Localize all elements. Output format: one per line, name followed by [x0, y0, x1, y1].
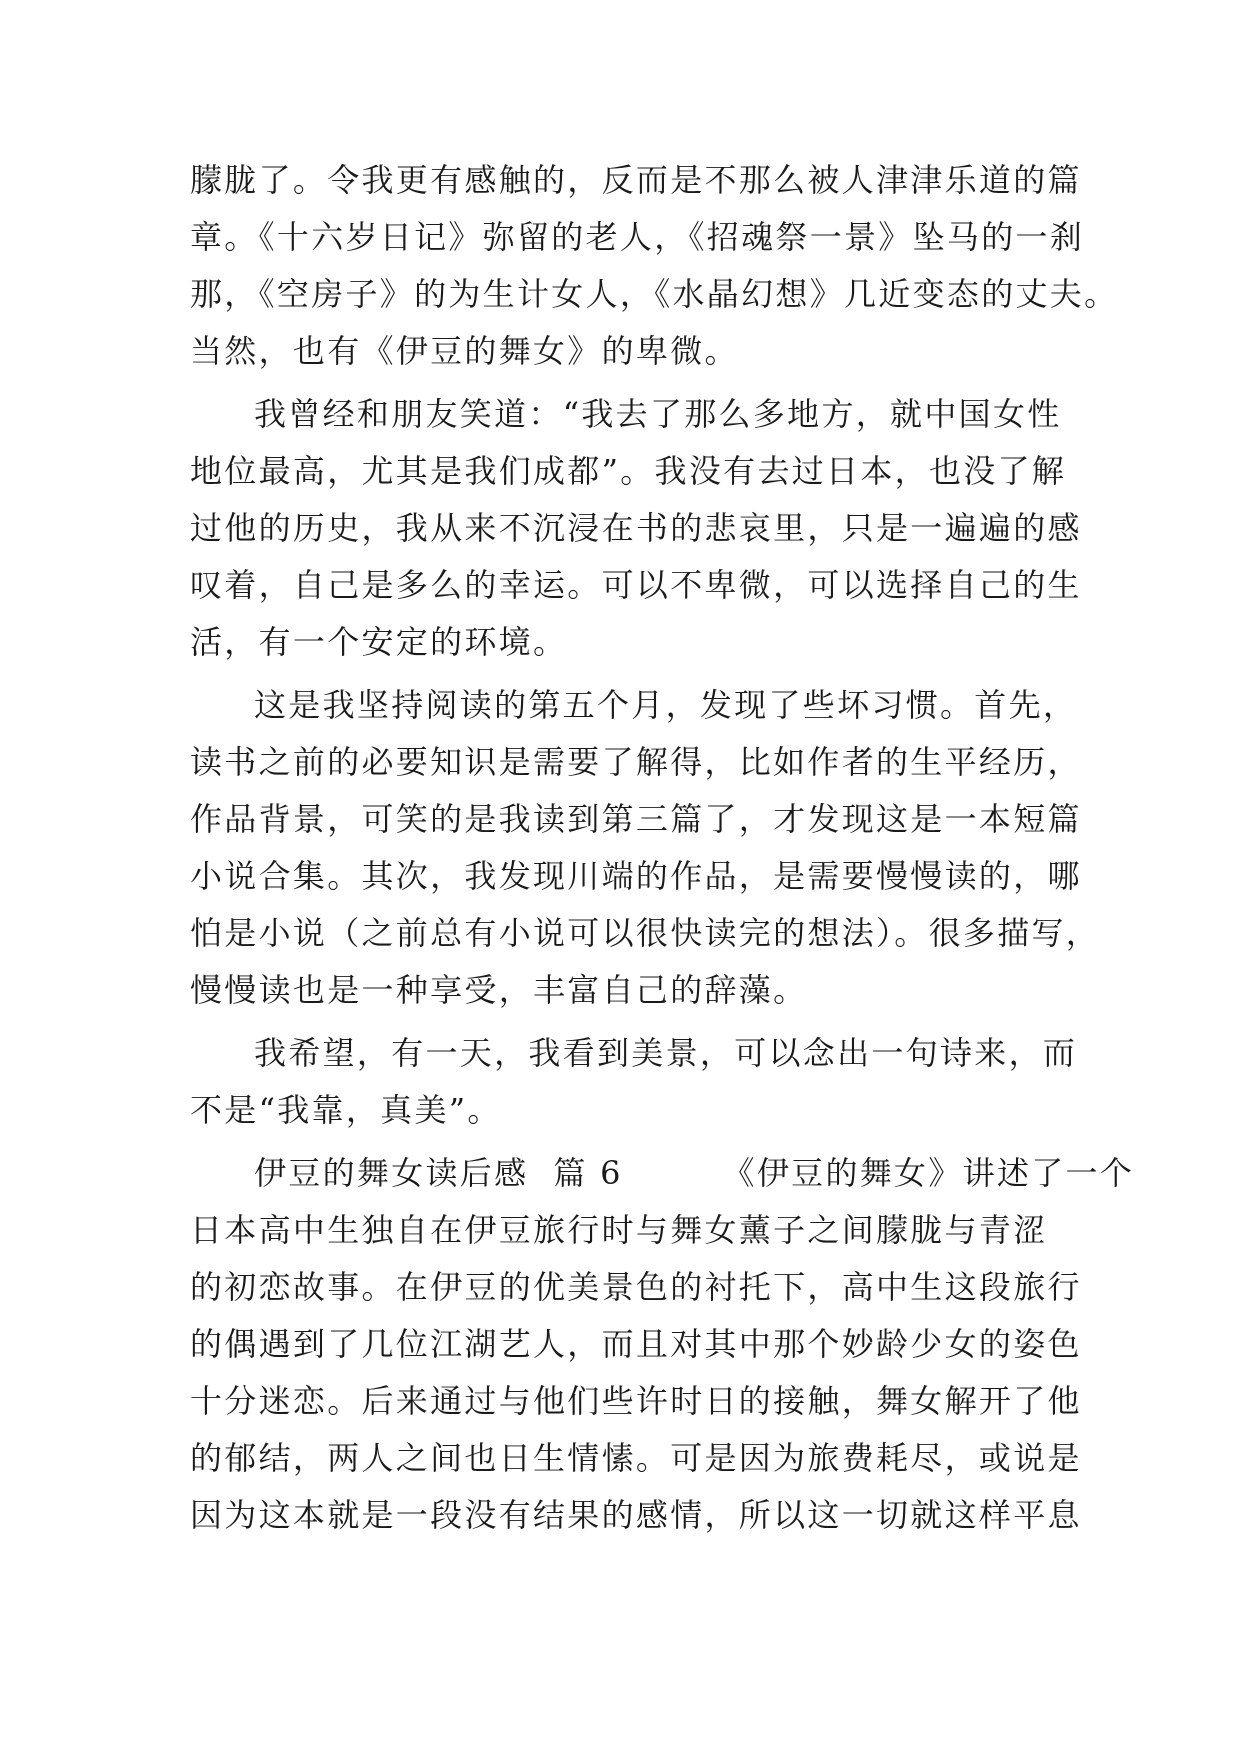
text-line: 的初恋故事。在伊豆的优美景色的衬托下，高中生这段旅行	[190, 1268, 1082, 1306]
text-line: 因为这本就是一段没有结果的感情，所以这一切就这样平息	[190, 1496, 1082, 1534]
text-line: 的偶遇到了几位江湖艺人，而且对其中那个妙龄少女的姿色	[190, 1325, 1082, 1363]
text-line: 作品背景，可笑的是我读到第三篇了，才发现这是一本短篇	[190, 800, 1082, 838]
text-line: 那，《空房子》的为生计女人，《水晶幻想》几近变态的丈夫。	[190, 275, 1119, 313]
paragraph-first-line: 我曾经和朋友笑道：“我去了那么多地方，就中国女性	[254, 395, 1062, 433]
text-line: 的郁结，两人之间也日生情愫。可是因为旅费耗尽，或说是	[190, 1439, 1082, 1477]
text-line: 十分迷恋。后来通过与他们些许时日的接触，舞女解开了他	[190, 1382, 1082, 1420]
text-line: 活，有一个安定的环境。	[190, 623, 568, 661]
text-line: 叹着，自己是多么的幸运。可以不卑微，可以选择自己的生	[190, 566, 1082, 604]
text-line: 不是“我靠，真美”。	[190, 1091, 502, 1129]
text-line: 读书之前的必要知识是需要了解得，比如作者的生平经历，	[190, 743, 1082, 781]
text-line: 地位最高，尤其是我们成都”。我没有去过日本，也没了解	[190, 452, 1067, 490]
text-line: 朦胧了。令我更有感触的，反而是不那么被人津津乐道的篇	[190, 161, 1082, 199]
text-line: 日本高中生独自在伊豆旅行时与舞女薰子之间朦胧与青涩	[190, 1211, 1048, 1249]
section-heading-line: 伊豆的舞女读后感 篇 6 《伊豆的舞女》讲述了一个	[254, 1154, 1135, 1192]
text-line: 章。《十六岁日记》弥留的老人，《招魂祭一景》坠马的一刹	[190, 218, 1085, 256]
text-line: 过他的历史，我从来不沉浸在书的悲哀里，只是一遍遍的感	[190, 509, 1082, 547]
text-line: 怕是小说（之前总有小说可以很快读完的想法）。很多描写，	[190, 914, 1101, 952]
text-line: 慢慢读也是一种享受，丰富自己的辞藻。	[190, 971, 808, 1009]
paragraph-first-line: 我希望，有一天，我看到美景，可以念出一句诗来，而	[254, 1034, 1078, 1072]
paragraph-first-line: 这是我坚持阅读的第五个月，发现了些坏习惯。首先，	[254, 686, 1078, 724]
text-line: 小说合集。其次，我发现川端的作品，是需要慢慢读的，哪	[190, 857, 1082, 895]
text-line: 当然，也有《伊豆的舞女》的卑微。	[190, 332, 739, 370]
